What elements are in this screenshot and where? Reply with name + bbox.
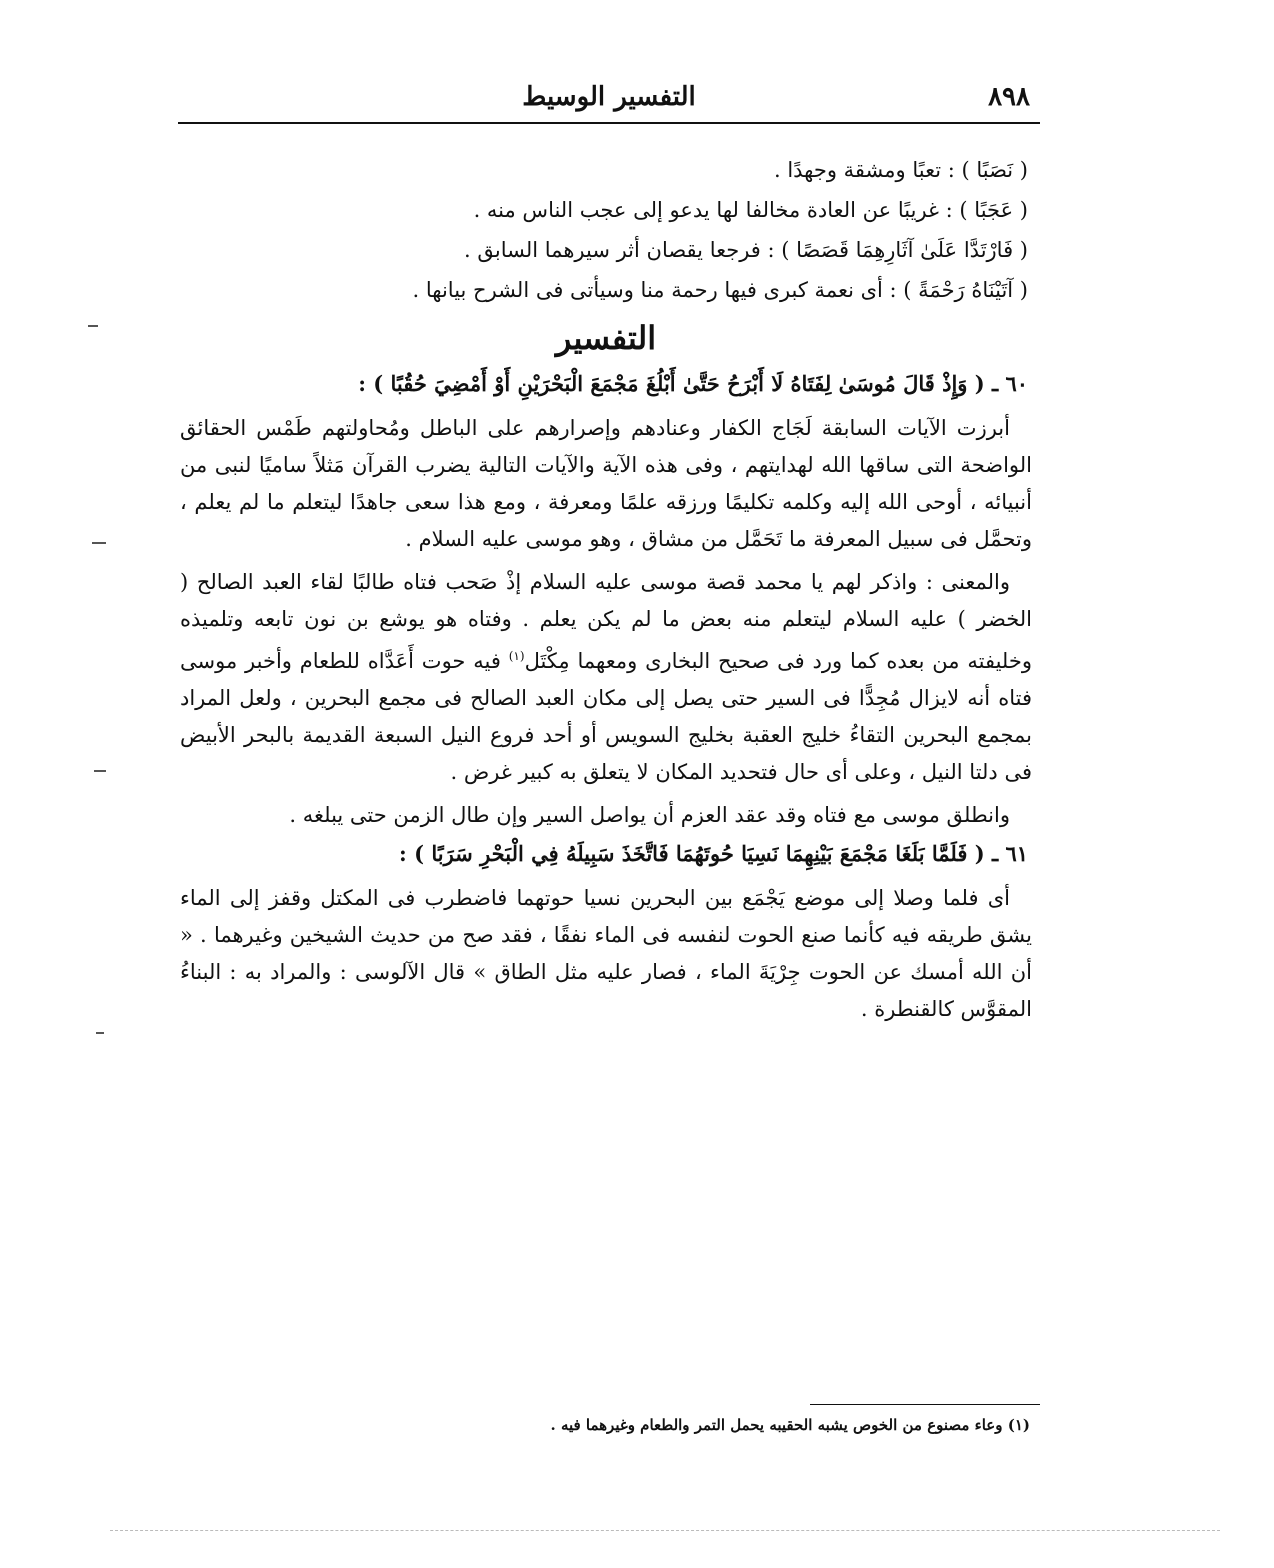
header-rule [178,122,1040,124]
scan-mark [92,542,106,544]
paragraph-meaning-text-continued: فيه حوت أَعَدَّاه للطعام وأخبر موسى فتاه أنه لايزال مُجِدًّا فى السير حتى يصل إلى مكان العبد الصالح فى مجمع البحرين ، ولعل المراد بمجمع البحرين التقاءُ خليج العقبة بخليج السويس أو أحد فروع النيل السبعة القديمة بالبحر الأبيض فى دلتا النيل ، وعلى أى حال فتحديد المكان لا يتعلق به كبير غرض . [180,649,1032,784]
footnote-rule [810,1404,1040,1405]
paragraph-meaning-text: والمعنى : واذكر لهم يا محمد قصة موسى عليه السلام إذْ صَحب فتاه طالبًا لقاء العبد الصالح ( الخضر ) عليه السلام ليتعلم منه بعض ما لم يكن يعلم . وفتاه هو يوشع بن نون تابعه وتلميذه وخليفته من بعده كما ورد فى صحيح البخارى ومعهما مِكْتَل [180,570,1032,673]
header-title: التفسير الوسيط [522,82,696,112]
verse-60: ٦٠ ـ ( وَإِذْ قَالَ مُوسَىٰ لِفَتَاهُ لَا أَبْرَحُ حَتَّىٰ أَبْلُغَ مَجْمَعَ الْبَحْرَيْنِ أَوْ أَمْضِيَ حُقُبًا ) : [358,371,1028,396]
gloss-line: ( آتَيْنَاهُ رَحْمَةً ) : أى نعمة كبرى فيها رحمة منا وسيأتى فى الشرح بيانها . [412,278,1028,302]
running-header [178,78,1040,120]
scan-mark [88,325,98,327]
page-body [180,150,1032,1028]
page-number: ٨٩٨ [988,82,1030,112]
gloss-line: ( عَجَبًا ) : غريبًا عن العادة مخالفا لها يدعو إلى عجب الناس منه . [473,198,1028,222]
verse-61: ٦١ ـ ( فَلَمَّا بَلَغَا مَجْمَعَ بَيْنِهِمَا نَسِيَا حُوتَهُمَا فَاتَّخَذَ سَبِيلَهُ فِي الْبَحْرِ سَرَبًا ) : [399,841,1028,866]
scan-edge-line [110,1530,1220,1531]
gloss-line: ( نَصَبًا ) : تعبًا ومشقة وجهدًا . [773,158,1028,182]
paragraph-explanation: أى فلما وصلا إلى موضع يَجْمَع بين البحرين نسيا حوتهما فاضطرب فى المكتل وقفز إلى الماء يشق طريقه فيه كأنما صنع الحوت لنفسه فى الماء نفقًا ، فقد صح من حديث الشيخين وغيرهما . « أن الله أمسك عن الحوت جِرْيَةَ الماء ، فصار عليه مثل الطاق » قال الآلوسى : والمراد به : البناءُ المقوَّس كالقنطرة . [180,886,1032,1021]
footnote: (١) وعاء مصنوع من الخوص يشبه الحقيبه يحمل التمر والطعام وغيرهما فيه . [550,1416,1030,1434]
paragraph-intro: أبرزت الآيات السابقة لَجَاج الكفار وعنادهم وإصرارهم على الباطل ومُحاولتهم طَمْس الحقائق الواضحة التى ساقها الله لهدايتهم ، وفى هذه الآية والآيات التالية يضرب القرآن مَثلاً ساميًا لنبى من أنبيائه ، أوحى الله إليه وكلمه تكليمًا ورزقه علمًا ومعرفة ، ومع هذا سعى جاهدًا ليتعلم ما لم يعلم ، وتحمَّل فى سبيل المعرفة ما تَحَمَّل من مشاق ، وهو موسى عليه السلام . [180,416,1032,551]
paragraph-departure: وانطلق موسى مع فتاه وقد عقد العزم أن يواصل السير وإن طال الزمن حتى يبلغه . [289,803,1010,827]
section-title: التفسير [555,319,657,357]
footnote-reference: (١) [508,649,525,663]
scan-mark [96,1032,104,1034]
scan-mark [94,770,106,772]
gloss-line: ( فَارْتَدَّا عَلَىٰ آثَارِهِمَا قَصَصًا ) : فرجعا يقصان أثر سيرهما السابق . [464,238,1028,262]
paragraph-meaning [180,564,1032,791]
